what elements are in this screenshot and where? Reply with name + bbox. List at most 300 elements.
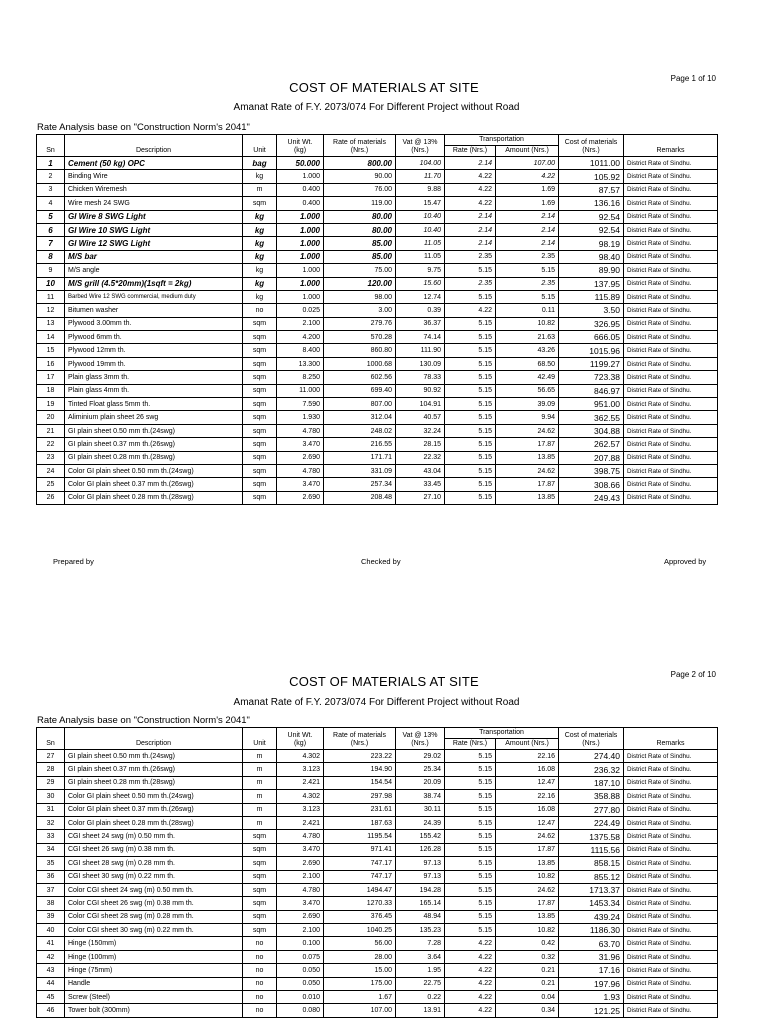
cell-transport-amount: 1.69 bbox=[496, 183, 559, 196]
cell-description: GI plain sheet 0.37 mm th.(26swg) bbox=[65, 763, 243, 776]
cell-description: GI Wire 12 SWG Light bbox=[65, 237, 243, 250]
header-description: Description bbox=[65, 728, 243, 750]
cell-transport-rate: 5.15 bbox=[445, 331, 496, 344]
cell-description: Chicken Wiremesh bbox=[65, 183, 243, 196]
table-row bbox=[37, 776, 718, 789]
cell-sn: 12 bbox=[37, 304, 65, 317]
cell-rate-materials: 107.00 bbox=[324, 1004, 396, 1017]
cell-description: Color GI plain sheet 0.37 mm th.(26swg) bbox=[65, 478, 243, 491]
cell-cost: 89.90 bbox=[559, 264, 624, 277]
cell-rate-materials: 747.17 bbox=[324, 857, 396, 870]
cell-transport-amount: 10.82 bbox=[496, 870, 559, 883]
table-row bbox=[37, 816, 718, 829]
cell-description: M/S grill (4.5*20mm)(1sqft = 2kg) bbox=[65, 277, 243, 290]
cell-transport-amount: 17.87 bbox=[496, 478, 559, 491]
cell-transport-amount: 24.62 bbox=[496, 830, 559, 843]
cell-vat: 7.28 bbox=[396, 937, 445, 950]
cell-cost: 98.40 bbox=[559, 250, 624, 263]
cell-transport-amount: 24.62 bbox=[496, 883, 559, 896]
cell-description: CGI sheet 28 swg (m) 0.28 mm th. bbox=[65, 857, 243, 870]
cell-unit: sqm bbox=[243, 478, 277, 491]
cell-transport-rate: 5.15 bbox=[445, 290, 496, 303]
cell-cost: 98.19 bbox=[559, 237, 624, 250]
cell-sn: 25 bbox=[37, 478, 65, 491]
cell-transport-rate: 5.15 bbox=[445, 491, 496, 504]
cell-transport-rate: 4.22 bbox=[445, 937, 496, 950]
cell-vat: 22.75 bbox=[396, 977, 445, 990]
cell-unit-weight: 2.690 bbox=[277, 857, 324, 870]
cell-rate-materials: 602.56 bbox=[324, 371, 396, 384]
cell-transport-amount: 24.62 bbox=[496, 424, 559, 437]
cell-sn: 8 bbox=[37, 250, 65, 263]
cell-cost: 249.43 bbox=[559, 491, 624, 504]
cell-transport-rate: 5.15 bbox=[445, 398, 496, 411]
cell-description: GI plain sheet 0.50 mm th.(24swg) bbox=[65, 750, 243, 763]
cell-transport-rate: 5.15 bbox=[445, 870, 496, 883]
header-remarks: Remarks bbox=[624, 135, 718, 157]
cell-vat: 90.92 bbox=[396, 384, 445, 397]
cell-sn: 43 bbox=[37, 964, 65, 977]
cell-sn: 16 bbox=[37, 357, 65, 370]
cell-transport-amount: 12.47 bbox=[496, 776, 559, 789]
table-row bbox=[37, 398, 718, 411]
table-row bbox=[37, 991, 718, 1004]
header-sn: Sn bbox=[37, 728, 65, 750]
cell-cost: 17.16 bbox=[559, 964, 624, 977]
cell-rate-materials: 570.28 bbox=[324, 331, 396, 344]
cell-unit-weight: 8.250 bbox=[277, 371, 324, 384]
cell-unit-weight: 4.780 bbox=[277, 464, 324, 477]
table-row bbox=[37, 371, 718, 384]
cell-vat: 130.09 bbox=[396, 357, 445, 370]
cell-remarks: District Rate of Sindhu. bbox=[624, 937, 718, 950]
cell-rate-materials: 1000.68 bbox=[324, 357, 396, 370]
cell-sn: 46 bbox=[37, 1004, 65, 1017]
table-body bbox=[37, 750, 718, 1018]
table-row bbox=[37, 411, 718, 424]
cell-unit: no bbox=[243, 977, 277, 990]
table-row bbox=[37, 250, 718, 263]
cell-remarks: District Rate of Sindhu. bbox=[624, 843, 718, 856]
cell-sn: 45 bbox=[37, 991, 65, 1004]
cell-cost: 262.57 bbox=[559, 438, 624, 451]
header-unit: Unit bbox=[243, 135, 277, 157]
cell-remarks: District Rate of Sindhu. bbox=[624, 763, 718, 776]
cell-unit-weight: 4.780 bbox=[277, 883, 324, 896]
cell-rate-materials: 1270.33 bbox=[324, 897, 396, 910]
cell-transport-rate: 5.15 bbox=[445, 803, 496, 816]
cell-transport-amount: 2.35 bbox=[496, 250, 559, 263]
cell-rate-materials: 376.45 bbox=[324, 910, 396, 923]
cell-rate-materials: 1195.54 bbox=[324, 830, 396, 843]
cell-vat: 25.34 bbox=[396, 763, 445, 776]
cell-description: Plywood 12mm th. bbox=[65, 344, 243, 357]
cell-remarks: District Rate of Sindhu. bbox=[624, 237, 718, 250]
cell-sn: 6 bbox=[37, 223, 65, 236]
cell-sn: 30 bbox=[37, 790, 65, 803]
cell-transport-rate: 5.15 bbox=[445, 910, 496, 923]
table-row bbox=[37, 438, 718, 451]
table-row bbox=[37, 478, 718, 491]
cell-unit-weight: 0.010 bbox=[277, 991, 324, 1004]
cell-rate-materials: 76.00 bbox=[324, 183, 396, 196]
cell-rate-materials: 1040.25 bbox=[324, 924, 396, 937]
cell-description: Color GI plain sheet 0.50 mm th.(24swg) bbox=[65, 790, 243, 803]
cell-unit-weight: 3.123 bbox=[277, 803, 324, 816]
materials-table bbox=[36, 134, 718, 505]
cell-sn: 38 bbox=[37, 897, 65, 910]
cell-sn: 44 bbox=[37, 977, 65, 990]
cell-unit-weight: 3.470 bbox=[277, 897, 324, 910]
cell-rate-materials: 175.00 bbox=[324, 977, 396, 990]
cell-transport-rate: 5.15 bbox=[445, 816, 496, 829]
header-rate-materials: Rate of materials (Nrs.) bbox=[324, 728, 396, 750]
cell-unit: no bbox=[243, 304, 277, 317]
cell-cost: 723.38 bbox=[559, 371, 624, 384]
cell-remarks: District Rate of Sindhu. bbox=[624, 870, 718, 883]
cell-transport-rate: 5.15 bbox=[445, 763, 496, 776]
cell-cost: 1011.00 bbox=[559, 157, 624, 170]
cell-description: Tower bolt (300mm) bbox=[65, 1004, 243, 1017]
cell-unit: sqm bbox=[243, 384, 277, 397]
header-transportation: Transportation bbox=[445, 728, 559, 739]
cell-sn: 18 bbox=[37, 384, 65, 397]
cell-remarks: District Rate of Sindhu. bbox=[624, 197, 718, 210]
cell-description: M/S bar bbox=[65, 250, 243, 263]
cell-description: Binding Wire bbox=[65, 170, 243, 183]
cell-cost: 858.15 bbox=[559, 857, 624, 870]
document-title: COST OF MATERIALS AT SITE bbox=[289, 80, 479, 95]
cell-unit: sqm bbox=[243, 331, 277, 344]
cell-transport-amount: 10.82 bbox=[496, 317, 559, 330]
cell-unit: m bbox=[243, 763, 277, 776]
cell-transport-amount: 1.69 bbox=[496, 197, 559, 210]
cell-transport-rate: 5.15 bbox=[445, 750, 496, 763]
cell-cost: 308.66 bbox=[559, 478, 624, 491]
header-sn: Sn bbox=[37, 135, 65, 157]
cell-remarks: District Rate of Sindhu. bbox=[624, 750, 718, 763]
cell-transport-amount: 0.21 bbox=[496, 964, 559, 977]
cell-cost: 31.96 bbox=[559, 950, 624, 963]
cell-vat: 36.37 bbox=[396, 317, 445, 330]
cell-unit-weight: 1.930 bbox=[277, 411, 324, 424]
cell-sn: 34 bbox=[37, 843, 65, 856]
cell-transport-rate: 5.15 bbox=[445, 857, 496, 870]
header-vat: Vat @ 13% (Nrs.) bbox=[396, 728, 445, 750]
page-number: Page 1 of 10 bbox=[670, 74, 716, 83]
cell-remarks: District Rate of Sindhu. bbox=[624, 883, 718, 896]
cell-sn: 28 bbox=[37, 763, 65, 776]
cell-sn: 27 bbox=[37, 750, 65, 763]
cell-rate-materials: 312.04 bbox=[324, 411, 396, 424]
cell-sn: 36 bbox=[37, 870, 65, 883]
cell-sn: 39 bbox=[37, 910, 65, 923]
cell-cost: 187.10 bbox=[559, 776, 624, 789]
cell-transport-amount: 12.47 bbox=[496, 816, 559, 829]
cell-rate-materials: 257.34 bbox=[324, 478, 396, 491]
cell-remarks: District Rate of Sindhu. bbox=[624, 964, 718, 977]
cell-description: Plain glass 4mm th. bbox=[65, 384, 243, 397]
cell-remarks: District Rate of Sindhu. bbox=[624, 223, 718, 236]
cell-vat: 135.23 bbox=[396, 924, 445, 937]
cell-unit: m bbox=[243, 803, 277, 816]
cell-rate-materials: 85.00 bbox=[324, 237, 396, 250]
cell-rate-materials: 28.00 bbox=[324, 950, 396, 963]
cell-vat: 40.57 bbox=[396, 411, 445, 424]
cell-cost: 1186.30 bbox=[559, 924, 624, 937]
cell-remarks: District Rate of Sindhu. bbox=[624, 170, 718, 183]
cell-cost: 1199.27 bbox=[559, 357, 624, 370]
cell-transport-rate: 4.22 bbox=[445, 197, 496, 210]
table-row bbox=[37, 464, 718, 477]
cell-vat: 111.90 bbox=[396, 344, 445, 357]
cell-remarks: District Rate of Sindhu. bbox=[624, 830, 718, 843]
cell-vat: 11.05 bbox=[396, 250, 445, 263]
table-row bbox=[37, 157, 718, 170]
header-description: Description bbox=[65, 135, 243, 157]
table-row bbox=[37, 277, 718, 290]
header-transportation: Transportation bbox=[445, 135, 559, 146]
cell-vat: 9.75 bbox=[396, 264, 445, 277]
cell-unit: sqm bbox=[243, 870, 277, 883]
cell-vat: 24.39 bbox=[396, 816, 445, 829]
cell-cost: 92.54 bbox=[559, 210, 624, 223]
cell-cost: 1713.37 bbox=[559, 883, 624, 896]
cell-sn: 9 bbox=[37, 264, 65, 277]
table-row bbox=[37, 843, 718, 856]
rate-analysis-note: Rate Analysis base on "Construction Norm's 2041" bbox=[37, 715, 250, 726]
cell-unit: m bbox=[243, 750, 277, 763]
table-row bbox=[37, 790, 718, 803]
cell-unit-weight: 1.000 bbox=[277, 290, 324, 303]
cell-vat: 20.09 bbox=[396, 776, 445, 789]
cell-unit-weight: 0.400 bbox=[277, 183, 324, 196]
cell-transport-rate: 5.15 bbox=[445, 451, 496, 464]
cell-vat: 29.02 bbox=[396, 750, 445, 763]
cell-sn: 29 bbox=[37, 776, 65, 789]
cell-transport-rate: 4.22 bbox=[445, 304, 496, 317]
cell-unit-weight: 4.780 bbox=[277, 424, 324, 437]
table-row bbox=[37, 964, 718, 977]
cell-transport-rate: 4.22 bbox=[445, 964, 496, 977]
cell-cost: 846.97 bbox=[559, 384, 624, 397]
cell-sn: 2 bbox=[37, 170, 65, 183]
cell-vat: 155.42 bbox=[396, 830, 445, 843]
cell-remarks: District Rate of Sindhu. bbox=[624, 776, 718, 789]
cell-vat: 10.40 bbox=[396, 223, 445, 236]
cell-cost: 855.12 bbox=[559, 870, 624, 883]
cell-description: Barbed Wire 12 SWG commercial, medium duty bbox=[65, 290, 243, 303]
cell-cost: 87.57 bbox=[559, 183, 624, 196]
cell-remarks: District Rate of Sindhu. bbox=[624, 183, 718, 196]
cell-remarks: District Rate of Sindhu. bbox=[624, 344, 718, 357]
cell-remarks: District Rate of Sindhu. bbox=[624, 816, 718, 829]
cell-unit-weight: 3.123 bbox=[277, 763, 324, 776]
table-body bbox=[37, 157, 718, 505]
cell-vat: 0.39 bbox=[396, 304, 445, 317]
cell-unit-weight: 1.000 bbox=[277, 210, 324, 223]
cell-remarks: District Rate of Sindhu. bbox=[624, 210, 718, 223]
cell-unit: sqm bbox=[243, 857, 277, 870]
cell-unit: m bbox=[243, 183, 277, 196]
cell-transport-rate: 4.22 bbox=[445, 991, 496, 1004]
cell-vat: 194.28 bbox=[396, 883, 445, 896]
cell-sn: 31 bbox=[37, 803, 65, 816]
cell-transport-amount: 0.34 bbox=[496, 1004, 559, 1017]
cell-remarks: District Rate of Sindhu. bbox=[624, 357, 718, 370]
cell-remarks: District Rate of Sindhu. bbox=[624, 1004, 718, 1017]
cell-unit-weight: 13.300 bbox=[277, 357, 324, 370]
cell-remarks: District Rate of Sindhu. bbox=[624, 803, 718, 816]
cell-cost: 3.50 bbox=[559, 304, 624, 317]
cell-vat: 22.32 bbox=[396, 451, 445, 464]
cell-unit: sqm bbox=[243, 438, 277, 451]
cell-vat: 12.74 bbox=[396, 290, 445, 303]
cell-unit-weight: 2.690 bbox=[277, 491, 324, 504]
cell-description: Color GI plain sheet 0.50 mm th.(24swg) bbox=[65, 464, 243, 477]
cell-transport-rate: 5.15 bbox=[445, 357, 496, 370]
cell-transport-amount: 16.08 bbox=[496, 803, 559, 816]
cell-sn: 24 bbox=[37, 464, 65, 477]
cell-transport-amount: 42.49 bbox=[496, 371, 559, 384]
cell-cost: 439.24 bbox=[559, 910, 624, 923]
cell-sn: 22 bbox=[37, 438, 65, 451]
table-header bbox=[37, 728, 718, 750]
cell-remarks: District Rate of Sindhu. bbox=[624, 491, 718, 504]
cell-transport-amount: 10.82 bbox=[496, 924, 559, 937]
cell-vat: 104.00 bbox=[396, 157, 445, 170]
table-row bbox=[37, 237, 718, 250]
cell-cost: 224.49 bbox=[559, 816, 624, 829]
cell-remarks: District Rate of Sindhu. bbox=[624, 790, 718, 803]
cell-vat: 11.70 bbox=[396, 170, 445, 183]
cell-cost: 304.88 bbox=[559, 424, 624, 437]
cell-sn: 11 bbox=[37, 290, 65, 303]
cell-sn: 37 bbox=[37, 883, 65, 896]
cell-description: Tinted Float glass 5mm th. bbox=[65, 398, 243, 411]
cell-transport-amount: 0.32 bbox=[496, 950, 559, 963]
table-row bbox=[37, 897, 718, 910]
cell-rate-materials: 1.67 bbox=[324, 991, 396, 1004]
cell-unit-weight: 3.470 bbox=[277, 438, 324, 451]
header-unit-wt: Unit Wt. (kg) bbox=[277, 135, 324, 157]
page-number: Page 2 of 10 bbox=[670, 670, 716, 679]
cell-remarks: District Rate of Sindhu. bbox=[624, 950, 718, 963]
cell-description: Plywood 3.00mm th. bbox=[65, 317, 243, 330]
header-rate-materials: Rate of materials (Nrs.) bbox=[324, 135, 396, 157]
cell-vat: 10.40 bbox=[396, 210, 445, 223]
cell-rate-materials: 85.00 bbox=[324, 250, 396, 263]
cell-vat: 33.45 bbox=[396, 478, 445, 491]
cell-transport-rate: 2.14 bbox=[445, 237, 496, 250]
cell-vat: 74.14 bbox=[396, 331, 445, 344]
cell-transport-amount: 13.85 bbox=[496, 451, 559, 464]
cell-sn: 32 bbox=[37, 816, 65, 829]
cell-vat: 43.04 bbox=[396, 464, 445, 477]
cell-cost: 362.55 bbox=[559, 411, 624, 424]
header-remarks: Remarks bbox=[624, 728, 718, 750]
cell-unit: sqm bbox=[243, 910, 277, 923]
cell-vat: 126.28 bbox=[396, 843, 445, 856]
cell-transport-amount: 2.14 bbox=[496, 210, 559, 223]
cell-unit-weight: 7.590 bbox=[277, 398, 324, 411]
document-title: COST OF MATERIALS AT SITE bbox=[289, 674, 479, 689]
cell-unit: sqm bbox=[243, 317, 277, 330]
cell-rate-materials: 187.63 bbox=[324, 816, 396, 829]
cell-transport-amount: 21.63 bbox=[496, 331, 559, 344]
cell-sn: 10 bbox=[37, 277, 65, 290]
cell-cost: 137.95 bbox=[559, 277, 624, 290]
prepared-by-label: Prepared by bbox=[53, 557, 94, 566]
cell-description: M/S angle bbox=[65, 264, 243, 277]
cell-transport-rate: 2.35 bbox=[445, 250, 496, 263]
cell-rate-materials: 119.00 bbox=[324, 197, 396, 210]
header-transport-amount: Amount (Nrs.) bbox=[496, 739, 559, 750]
cell-transport-amount: 13.85 bbox=[496, 910, 559, 923]
cell-sn: 42 bbox=[37, 950, 65, 963]
cell-sn: 40 bbox=[37, 924, 65, 937]
table-row bbox=[37, 451, 718, 464]
cell-rate-materials: 194.90 bbox=[324, 763, 396, 776]
cell-unit-weight: 50.000 bbox=[277, 157, 324, 170]
cell-description: Bitumen washer bbox=[65, 304, 243, 317]
cell-transport-rate: 5.15 bbox=[445, 264, 496, 277]
cell-unit: kg bbox=[243, 210, 277, 223]
cell-rate-materials: 279.76 bbox=[324, 317, 396, 330]
cell-remarks: District Rate of Sindhu. bbox=[624, 464, 718, 477]
cell-transport-rate: 5.15 bbox=[445, 371, 496, 384]
cell-unit: kg bbox=[243, 170, 277, 183]
cell-cost: 105.92 bbox=[559, 170, 624, 183]
cell-unit: no bbox=[243, 991, 277, 1004]
cell-vat: 97.13 bbox=[396, 870, 445, 883]
checked-by-label: Checked by bbox=[361, 557, 401, 566]
table-row bbox=[37, 950, 718, 963]
cell-unit: sqm bbox=[243, 357, 277, 370]
cell-unit: m bbox=[243, 790, 277, 803]
cell-transport-rate: 4.22 bbox=[445, 170, 496, 183]
cell-unit: sqm bbox=[243, 411, 277, 424]
cell-unit-weight: 0.100 bbox=[277, 937, 324, 950]
table-row bbox=[37, 344, 718, 357]
cell-remarks: District Rate of Sindhu. bbox=[624, 910, 718, 923]
cell-cost: 1015.96 bbox=[559, 344, 624, 357]
cell-transport-rate: 4.22 bbox=[445, 950, 496, 963]
cell-transport-amount: 2.14 bbox=[496, 237, 559, 250]
rate-analysis-note: Rate Analysis base on "Construction Norm's 2041" bbox=[37, 122, 250, 133]
cell-transport-amount: 13.85 bbox=[496, 857, 559, 870]
cell-sn: 41 bbox=[37, 937, 65, 950]
cell-unit-weight: 0.400 bbox=[277, 197, 324, 210]
cell-sn: 14 bbox=[37, 331, 65, 344]
cell-cost: 207.88 bbox=[559, 451, 624, 464]
cell-rate-materials: 231.61 bbox=[324, 803, 396, 816]
cell-transport-amount: 0.42 bbox=[496, 937, 559, 950]
cell-unit: no bbox=[243, 964, 277, 977]
cell-transport-amount: 16.08 bbox=[496, 763, 559, 776]
header-transport-rate: Rate (Nrs.) bbox=[445, 739, 496, 750]
cell-description: Wire mesh 24 SWG bbox=[65, 197, 243, 210]
cell-transport-rate: 5.15 bbox=[445, 830, 496, 843]
cell-cost: 236.32 bbox=[559, 763, 624, 776]
cell-unit-weight: 0.075 bbox=[277, 950, 324, 963]
cell-vat: 3.64 bbox=[396, 950, 445, 963]
cell-vat: 48.94 bbox=[396, 910, 445, 923]
cell-transport-amount: 0.21 bbox=[496, 977, 559, 990]
cell-rate-materials: 80.00 bbox=[324, 210, 396, 223]
cell-description: Color GI plain sheet 0.28 mm th.(28swg) bbox=[65, 491, 243, 504]
cell-description: Hinge (150mm) bbox=[65, 937, 243, 950]
